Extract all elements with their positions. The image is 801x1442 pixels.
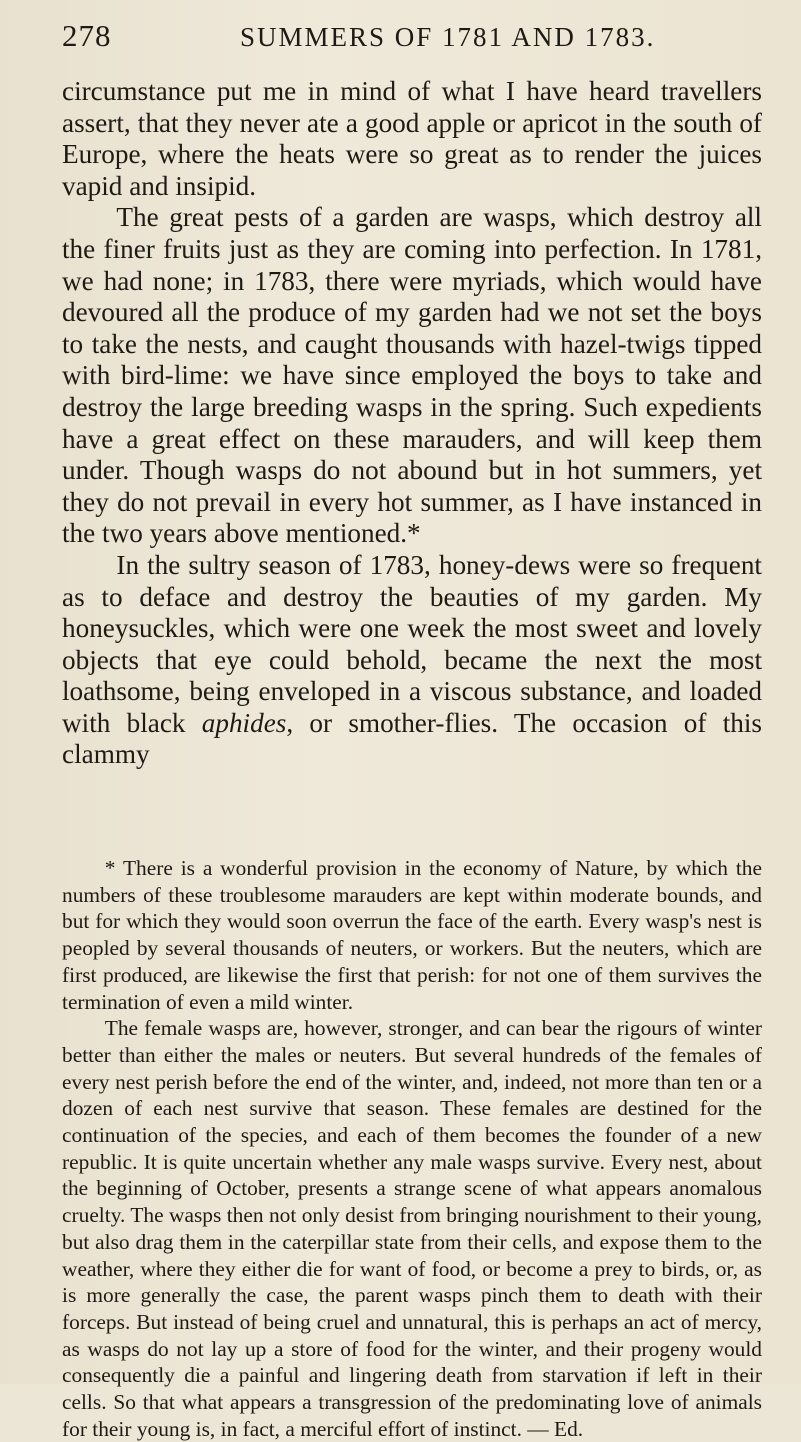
running-title: SUMMERS OF 1781 AND 1783. (240, 22, 656, 52)
footnote (62, 855, 762, 1442)
page-number: 278 (62, 18, 112, 53)
paragraph-honey-dews (62, 550, 762, 771)
footnote-paragraph-2: The female wasps are, however, stronger, and can bear the rigours of winter better than either the males or neuters. But several hundreds of the females of every nest perish before the end of the winter, and, indeed, not more than ten or a dozen of each nest survive that season. These females are destined for the continuation of the species, and each of them becomes the founder of a new republic. It is quite uncertain whether any male wasps survive. Every nest, about the beginning of October, presents a strange scene of what appears anomalous cruelty. The wasps then not only desist from bringing nourishment to their young, but also drag them in the caterpillar state from their cells, and expose them to the weather, where they either die for want of food, or become a prey to birds, or, as is more generally the case, the parent wasps pinch them to death with their forceps. But instead of being cruel and unnatural, this is perhaps an act of mercy, as wasps do not lay up a store of food for the winter, and their progeny would consequently die a painful and lingering death from starvation if left in their cells. So that what appears a transgression of the predominating love of animals for their young is, in fact, a merciful effort of instinct. — Ed. (62, 1016, 762, 1441)
footnote-paragraph-1: * There is a wonderful provision in the economy of Nature, by which the numbers of these troublesome marauders are kept within moderate bounds, and but for which they would soon overrun the face of the earth. Every wasp's nest is peopled by several thousands of neuters, or workers. But the neuters, which are first produced, are likewise the first that perish: for not one of them survives the termination of even a mild winter. (62, 856, 762, 1014)
aphides-term: aphides (201, 707, 287, 738)
paragraph-honey-dews-text-start: In the sultry season of 1783, honey-dews were so frequent as to deface and destroy the beauties of my garden. My honeysuckles, which were one week the most sweet and lovely objects that eye could behold, became the next the most loathsome, being enveloped in a viscous substance, and loaded with black (62, 549, 762, 738)
running-head (62, 18, 771, 68)
body-text (62, 76, 762, 771)
paragraph-continued: circumstance put me in mind of what I have heard travellers assert, that they never ate a good apple or apricot in the south of Europe, where the heats were so great as to render the juices vapid and insipid. (62, 76, 762, 201)
paragraph-wasps: The great pests of a garden are wasps, which destroy all the finer fruits just as they are coming into perfection. In 1781, we had none; in 1783, there were myriads, which would have devoured all the produce of my garden had we not set the boys to take the nests, and caught thousands with hazel-twigs tipped with bird-lime: we have since employed the boys to take and destroy the large breeding wasps in the spring. Such expedients have a great effect on these marauders, and will keep them under. Though wasps do not abound but in hot summers, yet they do not prevail in every hot summer, as I have instanced in the two years above mentioned.* (62, 202, 762, 549)
paragraph-honey-dews-text-end: , or smother-flies. The occasion of this clammy (62, 707, 762, 770)
